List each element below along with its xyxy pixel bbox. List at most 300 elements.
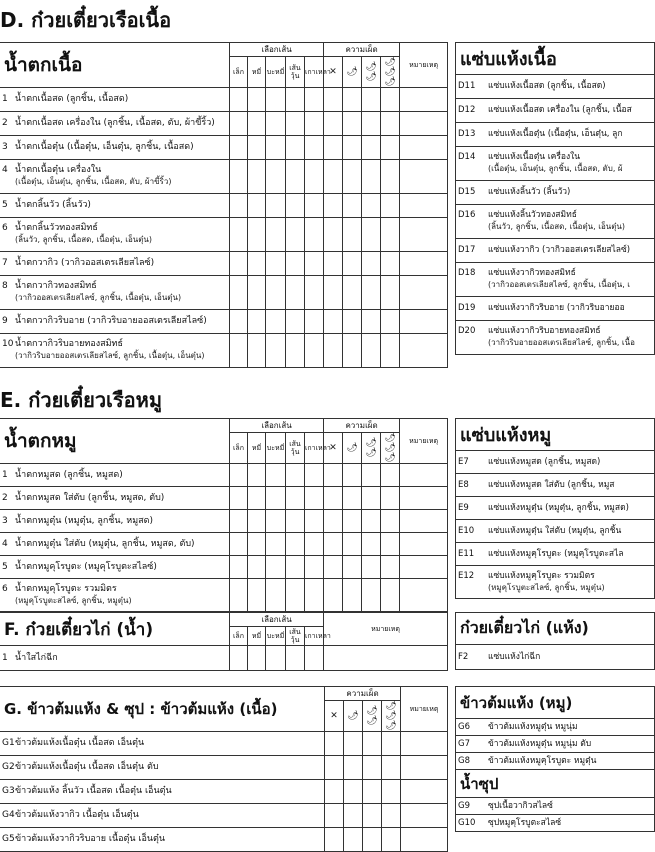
- order-checkbox-cell[interactable]: [381, 334, 400, 368]
- order-checkbox-cell[interactable]: [400, 136, 448, 160]
- item-code: 9: [2, 316, 8, 326]
- order-checkbox-cell[interactable]: [286, 510, 305, 533]
- item-name: แซ่บแห้งวากิวริบอายทองสมิทธ์: [488, 326, 601, 336]
- beef-rice-row: [0, 756, 448, 780]
- order-checkbox-cell[interactable]: [343, 579, 362, 612]
- order-checkbox-cell[interactable]: [248, 533, 266, 556]
- order-checkbox-cell[interactable]: [305, 487, 324, 510]
- item-name: น้ำตกวากิว (วากิวออสเตรเลียสไลซ์): [15, 258, 155, 268]
- order-checkbox-cell[interactable]: [324, 556, 343, 579]
- order-checkbox-cell[interactable]: [286, 556, 305, 579]
- order-checkbox-cell[interactable]: [381, 88, 400, 112]
- order-checkbox-cell[interactable]: [286, 276, 305, 310]
- beef-soup-item-cell: [0, 334, 230, 368]
- order-checkbox-cell[interactable]: [266, 276, 286, 310]
- order-checkbox-cell[interactable]: [362, 88, 381, 112]
- order-checkbox-cell[interactable]: [363, 804, 382, 828]
- order-checkbox-cell[interactable]: [248, 276, 266, 310]
- order-checkbox-cell[interactable]: [286, 136, 305, 160]
- order-checkbox-cell[interactable]: [400, 112, 448, 136]
- soup-row: [456, 815, 655, 832]
- order-checkbox-cell[interactable]: [230, 579, 248, 612]
- pork-dry-heading: แซ่บแห้งหมู: [456, 419, 655, 451]
- pork-rice-soup-table: [455, 686, 655, 832]
- order-checkbox-cell[interactable]: [363, 732, 382, 756]
- note-header: หมายเหตุ: [400, 419, 448, 464]
- order-checkbox-cell[interactable]: [248, 112, 266, 136]
- item-code: G6: [458, 721, 470, 732]
- order-checkbox-cell[interactable]: [325, 804, 344, 828]
- item-code: E8: [458, 479, 469, 490]
- item-code: 1: [2, 94, 8, 104]
- order-checkbox-cell[interactable]: [343, 556, 362, 579]
- order-checkbox-cell[interactable]: [362, 334, 381, 368]
- order-checkbox-cell[interactable]: [266, 334, 286, 368]
- order-checkbox-cell[interactable]: [381, 533, 400, 556]
- order-checkbox-cell[interactable]: [286, 310, 305, 334]
- order-checkbox-cell[interactable]: [248, 218, 266, 252]
- order-checkbox-cell[interactable]: [325, 732, 344, 756]
- order-checkbox-cell[interactable]: [305, 334, 324, 368]
- pork-rice-row: [456, 719, 655, 736]
- order-checkbox-cell[interactable]: [343, 464, 362, 487]
- pork-soup-item-cell: [0, 487, 230, 510]
- order-checkbox-cell[interactable]: [286, 533, 305, 556]
- order-checkbox-cell[interactable]: [230, 334, 248, 368]
- order-checkbox-cell[interactable]: [230, 310, 248, 334]
- order-checkbox-cell[interactable]: [230, 112, 248, 136]
- order-checkbox-cell[interactable]: [324, 579, 343, 612]
- pork-rice-row: [456, 736, 655, 753]
- order-checkbox-cell[interactable]: [381, 556, 400, 579]
- order-checkbox-cell[interactable]: [400, 487, 448, 510]
- noodle-egg-header: บะหมี่: [266, 433, 286, 464]
- order-checkbox-cell[interactable]: [324, 218, 343, 252]
- order-checkbox-cell[interactable]: [305, 112, 324, 136]
- order-checkbox-cell[interactable]: [230, 487, 248, 510]
- beef-dry-item-cell: [456, 181, 655, 205]
- order-checkbox-cell[interactable]: [381, 510, 400, 533]
- item-name: น้ำตกเนื้อตุ๋น เครื่องใน: [15, 165, 102, 175]
- noodle-none-header: เกาเหลา: [305, 57, 324, 88]
- chicken-dry-noodle-table: [455, 612, 655, 670]
- order-checkbox-cell[interactable]: [324, 88, 343, 112]
- order-checkbox-cell[interactable]: [362, 487, 381, 510]
- order-checkbox-cell[interactable]: [381, 252, 400, 276]
- order-checkbox-cell[interactable]: [266, 252, 286, 276]
- order-checkbox-cell[interactable]: [344, 780, 363, 804]
- order-checkbox-cell[interactable]: [324, 334, 343, 368]
- order-checkbox-cell[interactable]: [382, 780, 401, 804]
- pork-rice-heading: ข้าวต้มแห้ง (หมู): [456, 687, 655, 719]
- order-checkbox-cell[interactable]: [248, 556, 266, 579]
- order-checkbox-cell[interactable]: [381, 218, 400, 252]
- order-checkbox-cell[interactable]: [400, 533, 448, 556]
- item-name: น้ำตกหมูสด ใส่ตับ (ลูกชิ้น, หมูสด, ตับ): [15, 492, 165, 503]
- noodle-glass-header: เส้นวุ้น: [286, 627, 305, 646]
- pork-soup-row: [0, 510, 448, 533]
- order-checkbox-cell[interactable]: [362, 579, 381, 612]
- chicken-dry-row: [456, 645, 655, 670]
- beef-dry-row: [456, 123, 655, 147]
- order-checkbox-cell[interactable]: [324, 510, 343, 533]
- order-checkbox-cell[interactable]: [230, 160, 248, 194]
- order-checkbox-cell[interactable]: [343, 194, 362, 218]
- order-checkbox-cell[interactable]: [305, 310, 324, 334]
- section-e-title: E. ก๋วยเตี๋ยวเรือหมู: [0, 388, 163, 412]
- item-code: D15: [458, 187, 476, 197]
- order-checkbox-cell[interactable]: [266, 556, 286, 579]
- order-checkbox-cell[interactable]: [400, 218, 448, 252]
- item-code: D20: [458, 326, 476, 336]
- order-checkbox-cell[interactable]: [362, 276, 381, 310]
- order-checkbox-cell[interactable]: [344, 732, 363, 756]
- order-checkbox-cell[interactable]: [400, 310, 448, 334]
- pork-soup-row: [0, 556, 448, 579]
- item-code: 3: [2, 142, 8, 152]
- order-checkbox-cell[interactable]: [305, 579, 324, 612]
- item-name: ข้าวต้มแห้งหมูตุ๋น หมูนุ่ม: [488, 721, 578, 732]
- item-name: แซ่บแห้งลิ้นวัว (ลิ้นวัว): [488, 187, 571, 197]
- order-checkbox-cell[interactable]: [286, 487, 305, 510]
- order-checkbox-cell[interactable]: [324, 487, 343, 510]
- order-checkbox-cell[interactable]: [343, 510, 362, 533]
- order-checkbox-cell[interactable]: [381, 160, 400, 194]
- order-checkbox-cell[interactable]: [401, 828, 448, 852]
- item-name: น้ำตกเนื้อสด เครื่องใน (ลูกชิ้น, เนื้อสด, ตับ, ผ้าขี้ริ้ว): [15, 118, 215, 128]
- order-checkbox-cell[interactable]: [382, 732, 401, 756]
- item-name: น้ำตกเนื้อสด (ลูกชิ้น, เนื้อสด): [15, 94, 129, 104]
- order-checkbox-cell[interactable]: [324, 533, 343, 556]
- order-checkbox-cell[interactable]: [362, 510, 381, 533]
- item-code: D18: [458, 268, 476, 278]
- order-checkbox-cell[interactable]: [324, 252, 343, 276]
- order-checkbox-cell[interactable]: [305, 136, 324, 160]
- order-checkbox-cell[interactable]: [266, 136, 286, 160]
- order-checkbox-cell[interactable]: [324, 136, 343, 160]
- chili-2-icon: 🌶🌶: [362, 433, 381, 464]
- order-checkbox-cell[interactable]: [230, 646, 248, 671]
- order-checkbox-cell[interactable]: [248, 510, 266, 533]
- section-f-title: F. ก๋วยเตี๋ยวไก่ (น้ำ): [0, 613, 230, 646]
- order-checkbox-cell[interactable]: [286, 334, 305, 368]
- order-checkbox-cell[interactable]: [363, 828, 382, 852]
- chicken-dry-item-cell: [456, 645, 655, 670]
- item-name: แซ่บแห้งเนื้อตุ๋น เครื่องใน: [488, 152, 581, 162]
- order-checkbox-cell[interactable]: [344, 828, 363, 852]
- order-checkbox-cell[interactable]: [230, 464, 248, 487]
- item-code: D16: [458, 210, 476, 220]
- order-checkbox-cell[interactable]: [343, 218, 362, 252]
- beef-soup-heading: น้ำตกเนื้อ: [0, 43, 230, 88]
- order-checkbox-cell[interactable]: [362, 310, 381, 334]
- chicken-dry-heading: ก๋วยเตี๋ยวไก่ (แห้ง): [456, 613, 655, 645]
- order-checkbox-cell[interactable]: [305, 194, 324, 218]
- order-checkbox-cell[interactable]: [266, 510, 286, 533]
- spice-level-header: ความเผ็ด: [324, 419, 400, 433]
- no-chili-icon: ✕: [325, 701, 344, 732]
- order-checkbox-cell[interactable]: [400, 579, 448, 612]
- order-checkbox-cell[interactable]: [362, 252, 381, 276]
- order-checkbox-cell[interactable]: [362, 556, 381, 579]
- order-checkbox-cell[interactable]: [230, 252, 248, 276]
- order-checkbox-cell[interactable]: [324, 646, 448, 671]
- order-checkbox-cell[interactable]: [362, 112, 381, 136]
- beef-dry-row: [456, 239, 655, 263]
- order-checkbox-cell[interactable]: [266, 646, 286, 671]
- order-checkbox-cell[interactable]: [305, 88, 324, 112]
- order-checkbox-cell[interactable]: [344, 756, 363, 780]
- beef-soup-item-cell: [0, 310, 230, 334]
- order-checkbox-cell[interactable]: [324, 276, 343, 310]
- beef-soup-item-cell: [0, 112, 230, 136]
- pork-soup-heading: น้ำตกหมู: [0, 419, 230, 464]
- item-name: ข้าวต้มแห้งหมูคุโรบูตะ หมูตุ๋น: [488, 755, 597, 766]
- item-code: D19: [458, 303, 476, 313]
- order-checkbox-cell[interactable]: [343, 160, 362, 194]
- order-checkbox-cell[interactable]: [230, 556, 248, 579]
- pork-rice-item-cell: [456, 736, 655, 753]
- beef-dry-item-cell: [456, 123, 655, 147]
- order-checkbox-cell[interactable]: [381, 276, 400, 310]
- order-checkbox-cell[interactable]: [343, 533, 362, 556]
- item-code: 4: [2, 165, 8, 175]
- order-checkbox-cell[interactable]: [248, 160, 266, 194]
- pork-dry-item-cell: [456, 566, 655, 599]
- order-checkbox-cell[interactable]: [401, 756, 448, 780]
- order-checkbox-cell[interactable]: [248, 310, 266, 334]
- item-name: น้ำใสไก่ฉีก: [15, 652, 58, 663]
- order-checkbox-cell[interactable]: [324, 160, 343, 194]
- order-checkbox-cell[interactable]: [343, 334, 362, 368]
- order-checkbox-cell[interactable]: [400, 160, 448, 194]
- item-code: E12: [458, 570, 475, 581]
- item-name: น้ำตกหมูคุโรบูตะ รวมมิตร: [15, 583, 117, 594]
- item-name: น้ำตกลิ้นวัวทองสมิทธ์: [15, 223, 98, 233]
- order-checkbox-cell[interactable]: [381, 464, 400, 487]
- order-checkbox-cell[interactable]: [400, 194, 448, 218]
- item-code: 1: [2, 469, 8, 480]
- order-checkbox-cell[interactable]: [248, 252, 266, 276]
- order-checkbox-cell[interactable]: [400, 88, 448, 112]
- order-checkbox-cell[interactable]: [305, 464, 324, 487]
- order-checkbox-cell[interactable]: [382, 804, 401, 828]
- order-checkbox-cell[interactable]: [343, 252, 362, 276]
- item-name: แซ่บแห้งหมูสด (ลูกชิ้น, หมูสด): [488, 456, 601, 467]
- order-checkbox-cell[interactable]: [305, 510, 324, 533]
- order-checkbox-cell[interactable]: [362, 194, 381, 218]
- noodle-small-header: เล็ก: [230, 433, 248, 464]
- order-checkbox-cell[interactable]: [400, 276, 448, 310]
- order-checkbox-cell[interactable]: [343, 276, 362, 310]
- order-checkbox-cell[interactable]: [248, 334, 266, 368]
- order-checkbox-cell[interactable]: [305, 276, 324, 310]
- order-checkbox-cell[interactable]: [305, 646, 324, 671]
- order-checkbox-cell[interactable]: [230, 218, 248, 252]
- beef-dry-item-cell: [456, 99, 655, 123]
- order-checkbox-cell[interactable]: [324, 310, 343, 334]
- beef-soup-item-cell: [0, 88, 230, 112]
- order-checkbox-cell[interactable]: [362, 464, 381, 487]
- order-checkbox-cell[interactable]: [286, 252, 305, 276]
- item-code: 4: [2, 538, 8, 549]
- item-detail: (หมูคุโรบูตะสไลซ์, ลูกชิ้น, หมูตุ๋น): [488, 582, 605, 592]
- item-code: 1: [2, 652, 8, 663]
- order-checkbox-cell[interactable]: [286, 88, 305, 112]
- pork-dry-row: [456, 543, 655, 566]
- order-checkbox-cell[interactable]: [344, 804, 363, 828]
- order-checkbox-cell[interactable]: [305, 218, 324, 252]
- order-checkbox-cell[interactable]: [362, 160, 381, 194]
- order-checkbox-cell[interactable]: [400, 510, 448, 533]
- noodle-mee-header: หมี่: [248, 433, 266, 464]
- beef-dry-row: [456, 99, 655, 123]
- beef-dry-row: [456, 147, 655, 181]
- beef-rice-item-cell: [0, 756, 325, 780]
- item-name: ข้าวต้มแห้งวากิว เนื้อตุ๋น เอ็นตุ๋น: [15, 810, 139, 820]
- order-checkbox-cell[interactable]: [400, 464, 448, 487]
- item-name: แซ่บแห้งเนื้อตุ๋น (เนื้อตุ๋น, เอ็นตุ๋น, ลูก: [488, 129, 623, 139]
- order-checkbox-cell[interactable]: [343, 487, 362, 510]
- order-checkbox-cell[interactable]: [266, 579, 286, 612]
- order-checkbox-cell[interactable]: [286, 194, 305, 218]
- beef-soup-item-cell: [0, 136, 230, 160]
- beef-dry-row: [456, 297, 655, 321]
- order-checkbox-cell[interactable]: [286, 579, 305, 612]
- order-checkbox-cell[interactable]: [381, 579, 400, 612]
- item-name: แซ่บแห้งวากิวริบอาย (วากิวริบอายออ: [488, 303, 625, 313]
- pork-dry-item-cell: [456, 497, 655, 520]
- pork-dry-row: [456, 451, 655, 474]
- beef-dry-item-cell: [456, 297, 655, 321]
- chili-2-icon: 🌶🌶: [362, 57, 381, 88]
- order-checkbox-cell[interactable]: [248, 194, 266, 218]
- item-detail: (เนื้อตุ๋น, เอ็นตุ๋น, ลูกชิ้น, เนื้อสด, ตับ, ผ้: [488, 164, 623, 173]
- order-checkbox-cell[interactable]: [382, 828, 401, 852]
- note-header: หมายเหตุ: [401, 687, 448, 732]
- order-checkbox-cell[interactable]: [248, 487, 266, 510]
- order-checkbox-cell[interactable]: [266, 533, 286, 556]
- order-checkbox-cell[interactable]: [230, 533, 248, 556]
- order-checkbox-cell[interactable]: [343, 136, 362, 160]
- order-checkbox-cell[interactable]: [305, 556, 324, 579]
- order-checkbox-cell[interactable]: [248, 464, 266, 487]
- order-checkbox-cell[interactable]: [401, 780, 448, 804]
- order-checkbox-cell[interactable]: [266, 487, 286, 510]
- item-name: ข้าวต้มแห้งวากิวริบอาย เนื้อตุ๋น เอ็นตุ๋น: [15, 834, 166, 844]
- beef-soup-item-cell: [0, 160, 230, 194]
- order-checkbox-cell[interactable]: [381, 487, 400, 510]
- order-checkbox-cell[interactable]: [230, 194, 248, 218]
- order-checkbox-cell[interactable]: [325, 828, 344, 852]
- item-name: ข้าวต้มแห้ง ลิ้นวัว เนื้อสด เนื้อตุ๋น เอ็นตุ๋น: [15, 786, 172, 796]
- order-checkbox-cell[interactable]: [401, 732, 448, 756]
- order-checkbox-cell[interactable]: [325, 756, 344, 780]
- order-checkbox-cell[interactable]: [248, 88, 266, 112]
- order-checkbox-cell[interactable]: [266, 112, 286, 136]
- order-checkbox-cell[interactable]: [305, 160, 324, 194]
- item-detail: (วากิวออสเตรเลียสไลซ์, ลูกชิ้น, เนื้อตุ๋น, เ: [488, 280, 631, 289]
- beef-soup-row: [0, 252, 448, 276]
- order-checkbox-cell[interactable]: [381, 310, 400, 334]
- item-name: แซ่บแห้งวากิว (วากิวออสเตรเลียสไลซ์): [488, 245, 631, 255]
- order-checkbox-cell[interactable]: [248, 646, 266, 671]
- order-checkbox-cell[interactable]: [286, 218, 305, 252]
- pork-dry-item-cell: [456, 474, 655, 497]
- order-checkbox-cell[interactable]: [324, 194, 343, 218]
- order-checkbox-cell[interactable]: [362, 533, 381, 556]
- order-checkbox-cell[interactable]: [400, 556, 448, 579]
- beef-dry-row: [456, 75, 655, 99]
- order-checkbox-cell[interactable]: [343, 88, 362, 112]
- order-checkbox-cell[interactable]: [381, 112, 400, 136]
- order-checkbox-cell[interactable]: [305, 533, 324, 556]
- order-checkbox-cell[interactable]: [362, 136, 381, 160]
- item-name: ซุปเนื้อวากิวสไลซ์: [488, 800, 553, 811]
- item-name: ข้าวต้มแห้งเนื้อตุ๋น เนื้อสด เอ็นตุ๋น ตับ: [15, 762, 159, 772]
- order-checkbox-cell[interactable]: [266, 160, 286, 194]
- item-code: 3: [2, 515, 8, 526]
- beef-dry-row: [456, 263, 655, 297]
- order-checkbox-cell[interactable]: [400, 252, 448, 276]
- item-code: D17: [458, 245, 476, 255]
- beef-rice-item-cell: [0, 828, 325, 852]
- order-checkbox-cell[interactable]: [325, 780, 344, 804]
- order-checkbox-cell[interactable]: [286, 160, 305, 194]
- order-checkbox-cell[interactable]: [324, 464, 343, 487]
- item-code: G1: [2, 738, 15, 748]
- item-name: แซ่บแห้งวากิวทองสมิทธ์: [488, 268, 576, 278]
- order-checkbox-cell[interactable]: [230, 276, 248, 310]
- pork-dry-row: [456, 474, 655, 497]
- item-name: น้ำตกหมูตุ๋น (หมูตุ๋น, ลูกชิ้น, หมูสด): [15, 515, 153, 526]
- order-checkbox-cell[interactable]: [230, 136, 248, 160]
- beef-dry-item-cell: [456, 321, 655, 355]
- order-checkbox-cell[interactable]: [324, 112, 343, 136]
- noodle-small-header: เล็ก: [230, 627, 248, 646]
- order-checkbox-cell[interactable]: [400, 334, 448, 368]
- order-checkbox-cell[interactable]: [363, 780, 382, 804]
- order-checkbox-cell[interactable]: [343, 112, 362, 136]
- beef-dry-item-cell: [456, 147, 655, 181]
- order-checkbox-cell[interactable]: [248, 136, 266, 160]
- pork-soup-item-cell: [0, 464, 230, 487]
- order-checkbox-cell[interactable]: [381, 136, 400, 160]
- item-code: 7: [2, 258, 8, 268]
- order-checkbox-cell[interactable]: [286, 464, 305, 487]
- order-checkbox-cell[interactable]: [286, 646, 305, 671]
- order-checkbox-cell[interactable]: [266, 88, 286, 112]
- order-checkbox-cell[interactable]: [401, 804, 448, 828]
- item-code: 10: [2, 339, 14, 349]
- order-checkbox-cell[interactable]: [248, 579, 266, 612]
- order-checkbox-cell[interactable]: [230, 88, 248, 112]
- order-checkbox-cell[interactable]: [362, 218, 381, 252]
- order-checkbox-cell[interactable]: [266, 464, 286, 487]
- order-checkbox-cell[interactable]: [381, 194, 400, 218]
- noodle-none-header: เกาเหลา: [305, 433, 324, 464]
- beef-dry-noodle-table: [455, 42, 655, 355]
- order-checkbox-cell[interactable]: [382, 756, 401, 780]
- order-checkbox-cell[interactable]: [266, 310, 286, 334]
- order-checkbox-cell[interactable]: [286, 112, 305, 136]
- order-checkbox-cell[interactable]: [305, 252, 324, 276]
- order-checkbox-cell[interactable]: [266, 218, 286, 252]
- order-checkbox-cell[interactable]: [363, 756, 382, 780]
- order-checkbox-cell[interactable]: [266, 194, 286, 218]
- order-checkbox-cell[interactable]: [343, 310, 362, 334]
- order-checkbox-cell[interactable]: [230, 510, 248, 533]
